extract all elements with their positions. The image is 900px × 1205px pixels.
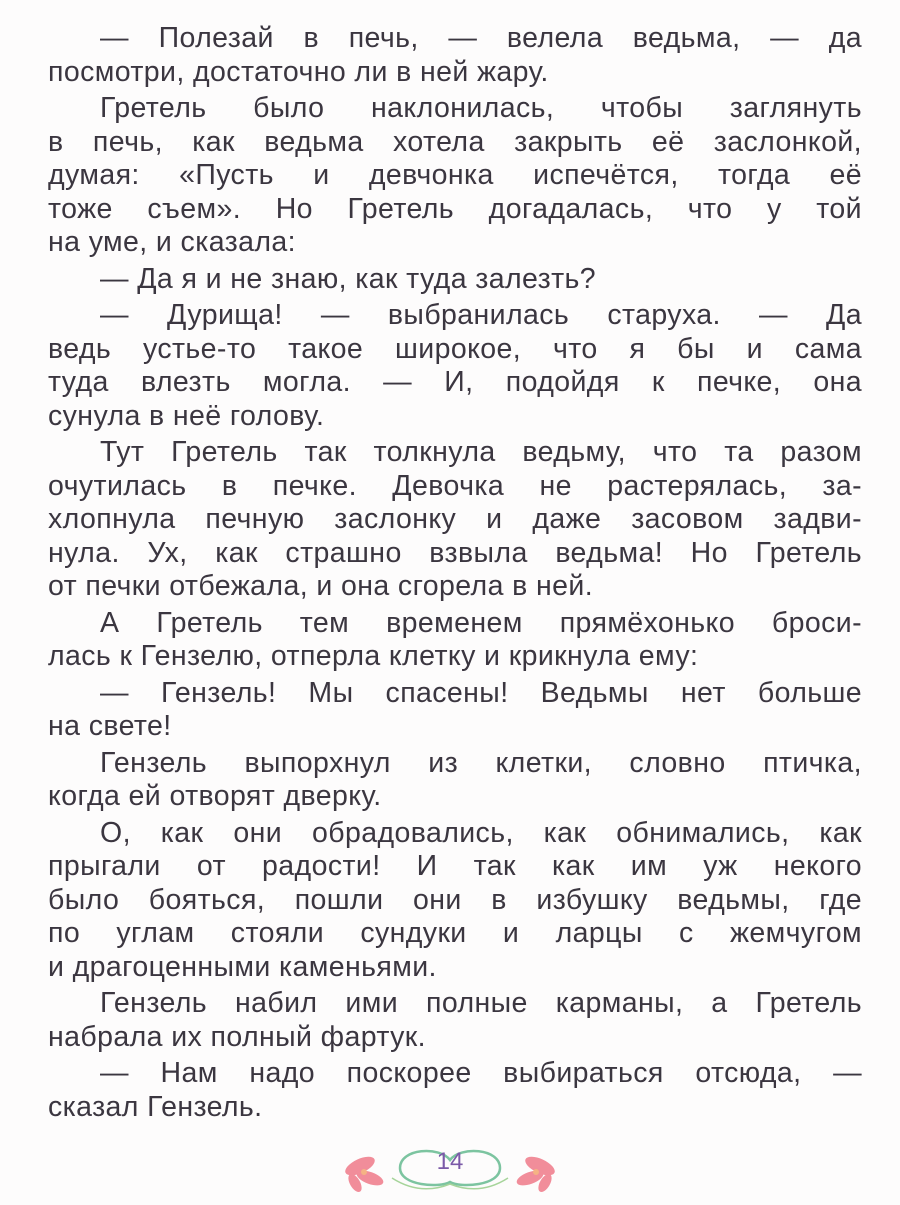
text-line: когда ей отворят дверку. [48,780,382,812]
page-footer-ornament [330,1138,570,1200]
text-line: — Дурища! — выбранилась старуха. — Да [100,299,862,331]
text-line: было бояться, пошли они в избушку ведьмы, где [48,883,862,916]
text-line: нула. Ух, как страшно взвыла ведьма! Но Гретель [48,536,862,569]
paragraph [48,22,862,89]
text-line: тоже съем». Но Гретель догадалась, что у той [48,192,862,225]
page-body-text [48,22,862,1127]
text-line: — Полезай в печь, — велела ведьма, — да [100,22,862,54]
text-line: Гензель выпорхнул из клетки, словно птичка, [100,746,862,779]
text-line: в печь, как ведьма хотела закрыть её заслонкой, [48,125,862,158]
page-number: 14 [436,1148,464,1175]
text-line: сунула в неё голову. [48,399,325,432]
text-line: на уме, и сказала: [48,226,296,258]
text-line: туда влезть могла. — И, подойдя к печке, она [48,366,862,398]
text-line: на свете! [48,710,172,742]
paragraph [48,92,862,260]
paragraph [48,987,862,1054]
text-line: — Да я и не знаю, как туда залезть? [100,262,597,295]
paragraph [48,607,862,674]
text-line: очутилась в печке. Девочка не растерялась, за- [48,469,862,502]
text-line: Гретель было наклонилась, чтобы заглянуть [100,92,862,124]
text-line: — Нам надо поскорее выбираться отсюда, — [100,1057,862,1089]
paragraph [48,747,862,814]
text-line: и драгоценными каменьями. [48,950,437,983]
text-line: прыгали от радости! И так как им уж некого [48,850,862,882]
paragraph [48,817,862,985]
paragraph [48,1057,862,1124]
text-line: посмотри, достаточно ли в ней жару. [48,55,549,88]
text-line: А Гретель тем временем прямёхонько броси- [100,606,862,639]
text-line: хлопнула печную заслонку и даже засовом задви- [48,503,862,535]
text-line: лась к Гензелю, отперла клетку и крикнула ему: [48,640,699,672]
text-line: сказал Гензель. [48,1090,263,1123]
text-line: О, как они обрадовались, как обнимались, как [100,816,862,849]
text-line: от печки отбежала, и она сгорела в ней. [48,570,594,602]
text-line: — Гензель! Мы спасены! Ведьмы нет больше [100,676,862,709]
text-line: ведь устье-то такое широкое, что я бы и сама [48,332,862,365]
text-line: думая: «Пусть и девчонка испечётся, тогда её [48,159,862,191]
text-line: Тут Гретель так толкнула ведьму, что та разом [100,436,862,468]
text-line: по углам стояли сундуки и ларцы с жемчугом [48,917,862,949]
text-line: набрала их полный фартук. [48,1020,426,1053]
text-line: Гензель набил ими полные карманы, а Гретель [100,987,862,1019]
paragraph [48,299,862,433]
paragraph [48,677,862,744]
paragraph [48,436,862,604]
paragraph [48,263,862,297]
